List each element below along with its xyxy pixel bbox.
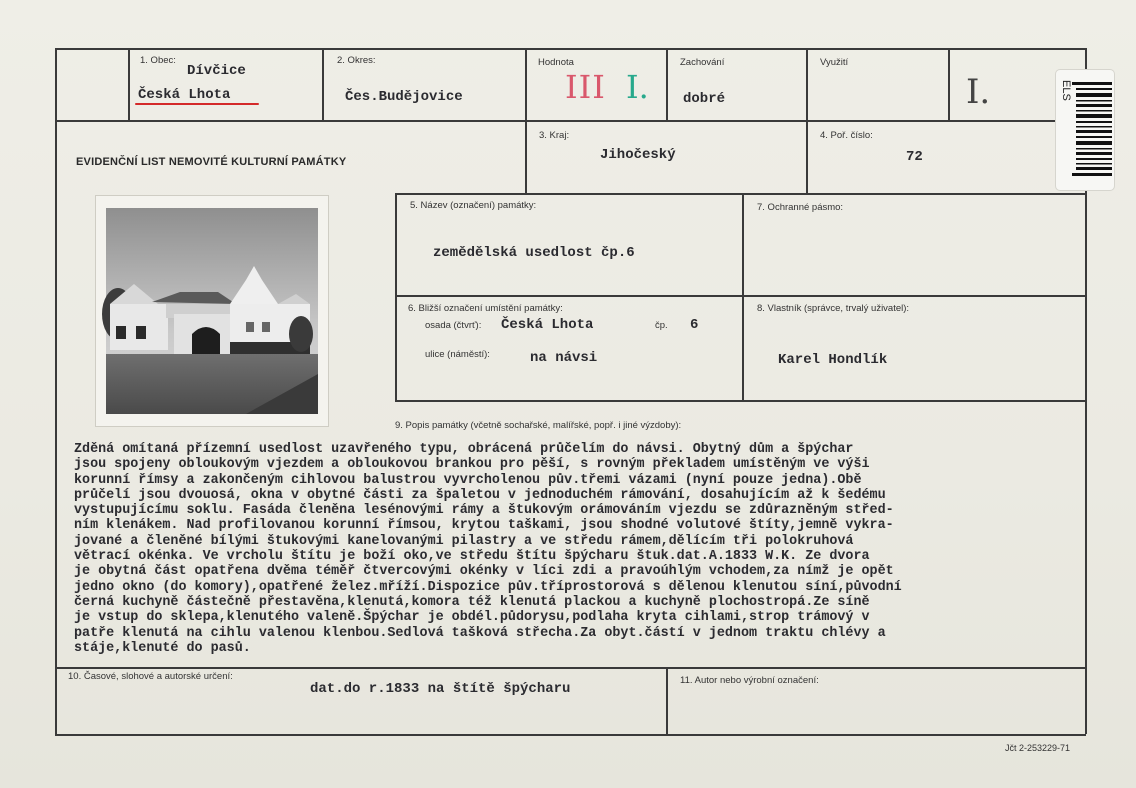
kraj-label: 3. Kraj: — [539, 130, 570, 141]
cp-label: čp. — [655, 320, 668, 331]
zachovani-value: dobré — [683, 91, 726, 107]
hodnota-label: Hodnota — [538, 57, 574, 68]
popis-line: patře klenutá na cihlu valenou klenbou.Sedlová tašková střecha.Za obyt.částí v jednom traktu chlévy a — [74, 625, 886, 641]
popis-label: 9. Popis památky (včetně sochařské, malířské, popř. i jiné výzdoby): — [395, 420, 682, 431]
popis-line: jedno okno (do komory),opatřené želez.mříží.Dispozice pův.tříprostorová s dělenou klenutou síní,původní — [74, 579, 902, 595]
popis-line: je obytná část opatřena dvěma téměř čtvercovými okénky v líci zdi a pravoúhlým vchodem,za nímž je opět — [74, 564, 894, 580]
popis-line: korunní římsy a zakončeným cihlovou balustrou vyvrcholenou pův.třemi vázami (nyní pouze jedna).Obě — [74, 472, 862, 488]
por-cislo-value: 72 — [906, 149, 923, 165]
datace-value: dat.do r.1833 na štítě špýcharu — [310, 681, 571, 697]
form-title: EVIDENČNÍ LIST NEMOVITÉ KULTURNÍ PAMÁTKY — [76, 156, 347, 168]
nazev-value: zemědělská usedlost čp.6 — [433, 245, 635, 261]
farmstead-photo-image — [96, 196, 328, 426]
ulice-label: ulice (náměstí): — [425, 349, 490, 360]
popis-text — [74, 442, 1104, 656]
footer-code: Jčt 2-253229-71 — [1005, 743, 1071, 753]
obec-value: Dívčice — [187, 63, 246, 79]
umisteni-label: 6. Bližší označení umístění památky: — [408, 303, 563, 314]
hodnota-green-mark: I. — [626, 68, 649, 106]
barcode-tag — [1056, 70, 1114, 190]
popis-line: jované a členěné bílými štukovými kanelovanými pilastry a ve středu rámem,dělícím tři polokruhová — [74, 533, 854, 549]
nazev-label: 5. Název (označení) památky: — [410, 200, 537, 211]
vlastnik-label: 8. Vlastník (správce, trvalý uživatel): — [757, 303, 910, 314]
popis-line: Zděná omítaná přízemní usedlost uzavřeného typu, obrácená průčelím do návsi. Obytný dům a špýchar — [74, 442, 854, 457]
ulice-value: na návsi — [530, 350, 598, 366]
popis-line: je vstup do sklepa,klenutého valeně.Špýchar je obdél.půdorysu,podlaha kryta cihlami,strop trámový v — [74, 610, 870, 626]
kraj-value: Jihočeský — [600, 147, 676, 163]
side-tag-label: ELS — [1060, 80, 1072, 101]
osada-label: osada (čtvrť): — [425, 320, 482, 331]
por-cislo-label: 4. Poř. číslo: — [820, 130, 873, 141]
obec-label: 1. Obec: — [140, 55, 176, 66]
vlastnik-value: Karel Hondlík — [778, 352, 888, 368]
red-underline — [135, 103, 259, 105]
popis-line: stáje,klenuté do pasů. — [74, 640, 251, 656]
cp-value: 6 — [690, 317, 699, 333]
extra-mark: I. — [966, 72, 991, 112]
okres-value: Čes.Budějovice — [345, 89, 463, 105]
popis-line: vystupujícímu soklu. Fasáda členěna lesénovými rámy a štukovým orámováním vjezdu se zdůrazněným střed- — [74, 503, 894, 519]
monument-photo — [96, 196, 328, 426]
barcode-icon — [1072, 82, 1112, 182]
datace-label: 10. Časové, slohové a autorské určení: — [68, 671, 233, 682]
popis-line: průčelí jsou dvouosá, okna v obytné části za špaletou v jednoduchém rámování, dosahujícím až k šedému — [74, 487, 886, 503]
ochranne-pasmo-label: 7. Ochranné pásmo: — [757, 202, 844, 213]
autor-label: 11. Autor nebo výrobní označení: — [680, 675, 819, 686]
popis-line: ním klenákem. Nad profilovanou korunní římsou, krytou taškami, jsou shodné volutové štíty,jemně vykra- — [74, 518, 894, 534]
zachovani-label: Zachování — [680, 57, 725, 68]
okres-label: 2. Okres: — [337, 55, 376, 66]
obec-sub-value: Česká Lhota — [138, 87, 231, 103]
osada-value: Česká Lhota — [501, 317, 594, 333]
popis-line: jsou spojeny obloukovým vjezdem a obloukovou brankou pro pěší, s rovným překladem umístěným ve výši — [74, 457, 870, 473]
hodnota-red-mark: III — [565, 68, 606, 106]
popis-line: černá kuchyně částečně přestavěna,klenutá,komora též klenutá plackou a kuchyně plochostropá.Ze síně — [74, 594, 870, 610]
vyuziti-label: Využití — [820, 57, 849, 68]
popis-line: větrací okénka. Ve vrcholu štítu je boží oko,ve středu štítu špýcharu štuk.dat.A.1833 W.K. Ze dvora — [74, 549, 870, 565]
